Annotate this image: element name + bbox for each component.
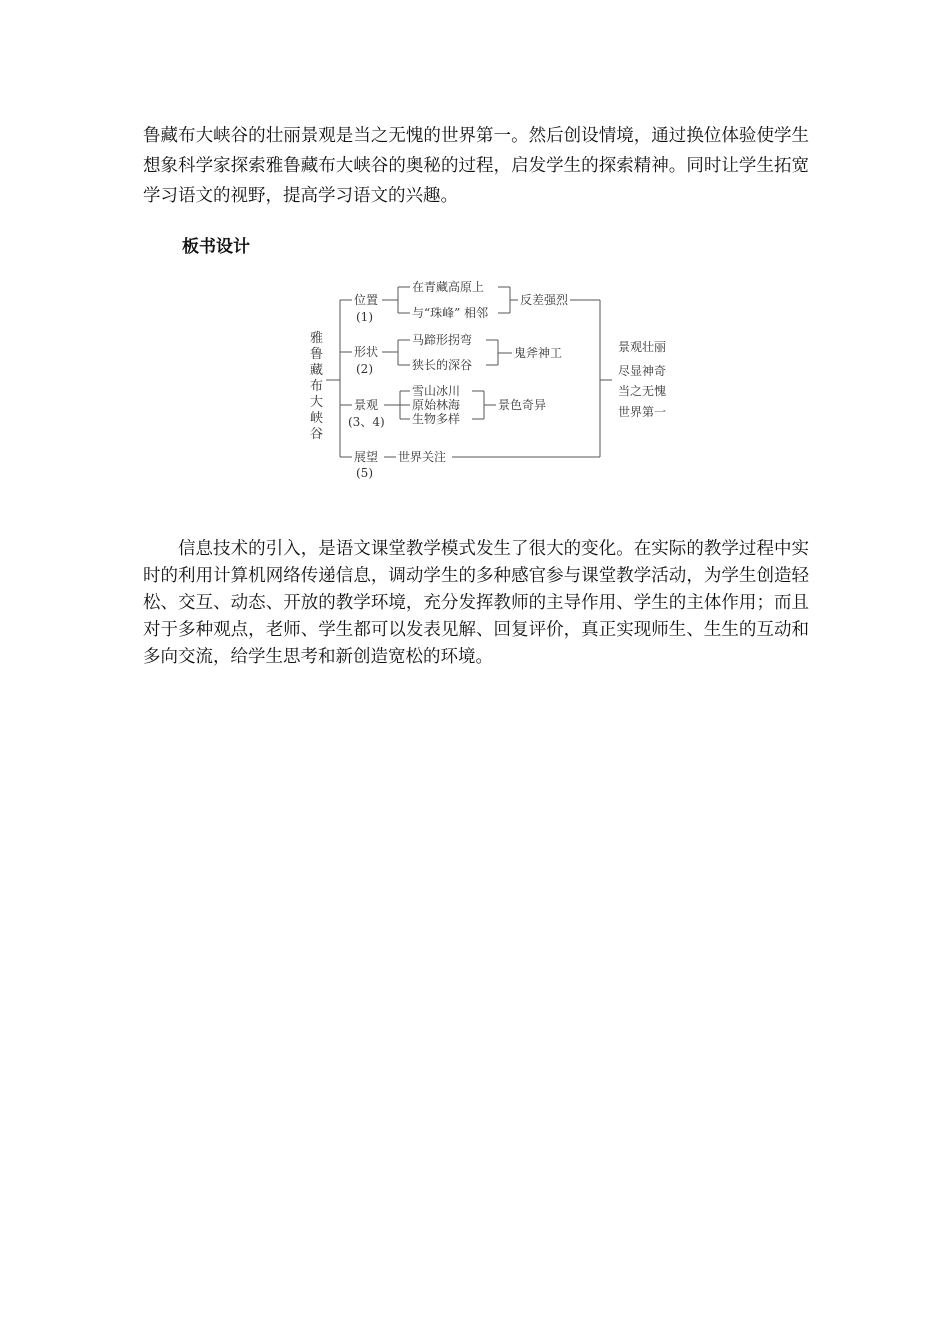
root-char: 峡	[310, 411, 324, 426]
root-char: 雅	[310, 331, 324, 346]
item-text: 与“珠峰” 相邻	[412, 306, 489, 320]
root-char: 谷	[310, 427, 324, 442]
item-text: 生物多样	[412, 412, 461, 426]
root-char: 布	[310, 379, 324, 394]
section-label: 形状	[354, 345, 379, 359]
section-label: 展望	[354, 450, 379, 464]
paragraph-info-tech: 信息技术的引入，是语文课堂教学模式发生了很大的变化。在实际的教学过程中实时的利用计算机网络传递信息，调动学生的多种感官参与课堂教学活动，为学生创造轻松、交互、动态、开放的教学环境，充分发挥教师的主导作用、学生的主体作用；而且对于多种观点，老师、学生都可以发表见解、回复评价，真正实现师生、生生的互动和多向交流，给学生思考和新创造宽松的环境。	[143, 539, 809, 667]
section-label: 景观	[354, 398, 379, 412]
conclusion-line: 景观壮丽	[618, 340, 667, 354]
result-text: 反差强烈	[520, 293, 569, 307]
conclusion-line: 世界第一	[618, 405, 667, 419]
result-text: 世界关注	[398, 450, 447, 464]
result-text: 景色奇异	[498, 398, 547, 412]
root-char: 鲁	[310, 347, 324, 362]
item-text: 在青藏高原上	[412, 280, 485, 294]
section-number: (2)	[356, 362, 373, 376]
conclusion-line: 当之无愧	[618, 384, 667, 398]
blackboard-diagram	[300, 264, 700, 484]
root-char: 大	[310, 395, 324, 410]
item-text: 狭长的深谷	[412, 358, 473, 372]
conclusion-line: 尽显神奇	[618, 364, 667, 378]
paragraph-intro: 鲁藏布大峡谷的壮丽景观是当之无愧的世界第一。然后创设情境，通过换位体验使学生想象科学家探索雅鲁藏布大峡谷的奥秘的过程，启发学生的探索精神。同时让学生拓宽学习语文的视野，提高学习语文的兴趣。	[143, 126, 809, 206]
section-number: (3、4)	[348, 415, 385, 429]
item-text: 马蹄形拐弯	[412, 333, 473, 347]
board-svg	[300, 264, 700, 484]
section-number: (1)	[356, 310, 373, 324]
root-char: 藏	[310, 363, 324, 378]
item-text: 雪山冰川	[412, 384, 461, 398]
section-heading: 板书设计	[182, 237, 250, 257]
section-label: 位置	[354, 293, 379, 307]
item-text: 原始林海	[412, 398, 461, 412]
section-number: (5)	[356, 466, 373, 480]
result-text: 鬼斧神工	[514, 346, 563, 360]
